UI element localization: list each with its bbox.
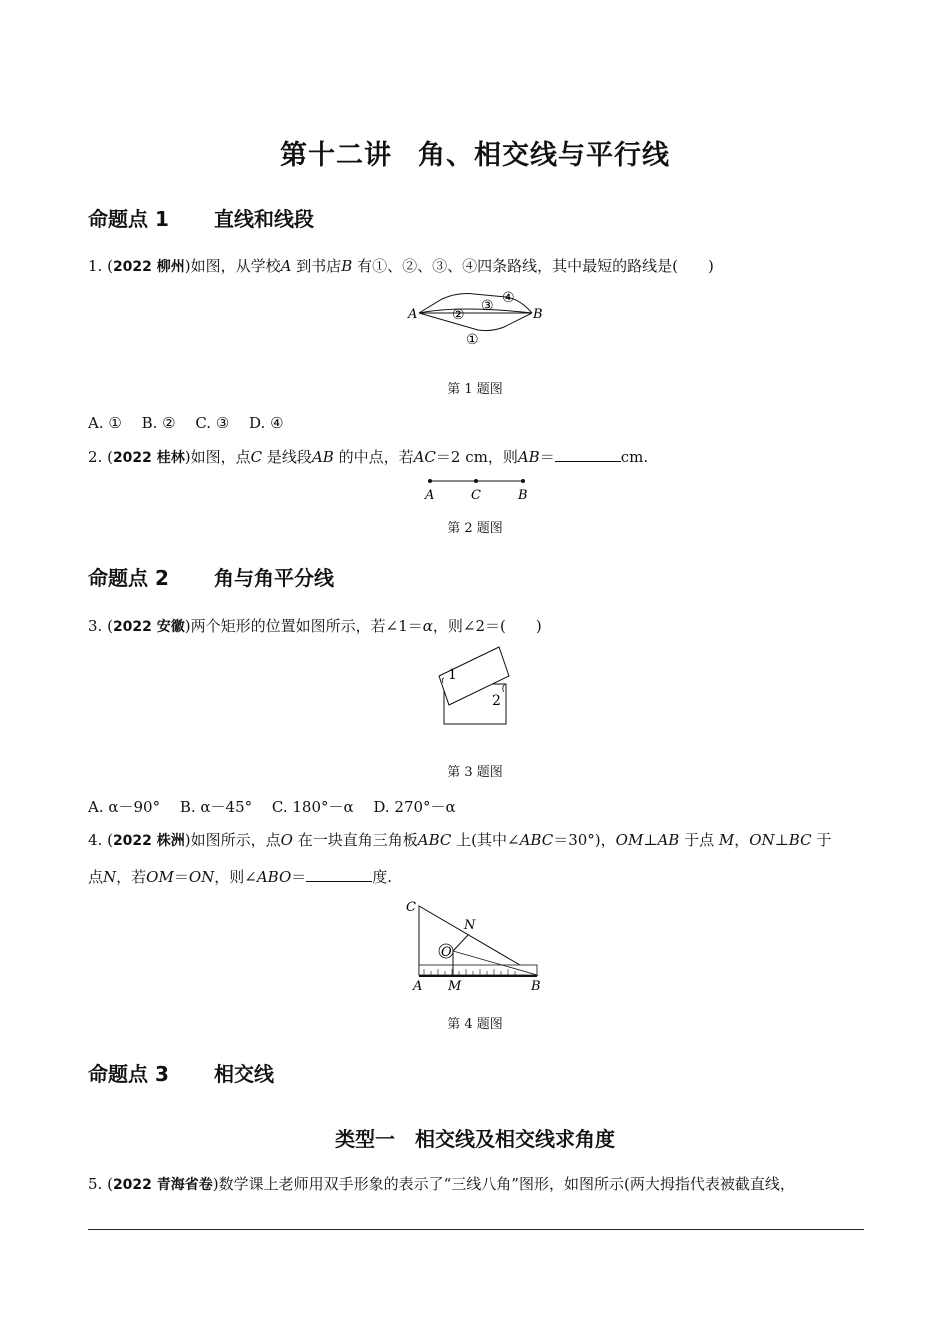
- figure-4-caption: 第 4 题图: [447, 1017, 503, 1032]
- question-source: 2022 柳州: [112, 259, 185, 275]
- figure-1-routes: [400, 283, 560, 353]
- segment-label: OM: [146, 868, 174, 886]
- angle-symbol: α: [422, 617, 433, 635]
- segment-label: AB: [657, 831, 680, 849]
- route-2-label: ②: [452, 307, 465, 323]
- question-text: ): [535, 617, 542, 635]
- figure-2-caption: 第 2 题图: [447, 521, 503, 536]
- point-m-label: M: [448, 979, 462, 994]
- question-source: 2022 青海省卷: [112, 1177, 213, 1193]
- question-text: 数学课上老师用双手形象的表示了“三线八角”图形，如图所示(两大拇指代表被截直线，: [218, 1175, 795, 1193]
- figure-2-segment: [420, 474, 540, 506]
- point-c-dot: [474, 479, 478, 483]
- figure-4-triangle: [400, 895, 550, 995]
- question-5: 5. (2022 青海省卷)数学课上老师用双手形象的表示了“三线八角”图形，如图所示(两大拇指代表被截直线，: [88, 1175, 795, 1193]
- figure-3-rectangles: [430, 643, 520, 728]
- angle-2-label: 2: [492, 693, 501, 709]
- page-footer-rule: [88, 1229, 864, 1230]
- question-text: 两个矩形的位置如图所示，若∠1＝: [190, 617, 423, 635]
- question-text: 如图，从学校: [190, 257, 281, 275]
- section-name: 角与角平分线: [214, 566, 334, 590]
- question-text: 如图所示，点: [190, 831, 281, 849]
- question-text: 到书店: [296, 257, 342, 275]
- angle-label: ABO: [256, 868, 292, 886]
- section-heading-3: [88, 1058, 274, 1087]
- angle-2-arc: [503, 684, 505, 692]
- question-text: ，若: [116, 868, 147, 886]
- question-text: cm.: [620, 448, 649, 466]
- point-label: C: [250, 448, 263, 466]
- question-text: 是线段: [266, 448, 312, 466]
- question-text: 如图，点: [190, 448, 251, 466]
- point-b-label: B: [531, 979, 541, 994]
- question-text: 在一块直角三角板: [297, 831, 418, 849]
- point-a-label: A: [425, 488, 435, 503]
- question-text: 的中点，若: [338, 448, 414, 466]
- question-1: 1. (2022 柳州)如图，从学校A 到书店B 有①、②、③、④四条路线，其中最短的路线是( ): [88, 257, 714, 275]
- point-label: M: [718, 831, 735, 849]
- question-number: 1.: [88, 257, 103, 275]
- question-3-options: A. α－90° B. α－45° C. 180°－α D. 270°－α: [88, 798, 456, 816]
- question-text: ＝2 cm，则: [435, 448, 518, 466]
- question-4-line-2: [88, 859, 864, 895]
- point-o-label: O: [441, 945, 452, 960]
- point-n-label: N: [464, 918, 476, 933]
- question-text: 上(其中∠: [456, 831, 520, 849]
- route-4-label: ④: [502, 290, 515, 306]
- point-b-dot: [521, 479, 525, 483]
- question-text: 于点: [684, 831, 715, 849]
- point-a-label: A: [408, 307, 418, 322]
- route-1-label: ①: [466, 332, 479, 348]
- segment-label: ON: [188, 868, 215, 886]
- question-3: 3. (2022 安徽)两个矩形的位置如图所示，若∠1＝α，则∠2＝( ): [88, 617, 542, 635]
- question-text: ⊥: [643, 831, 658, 849]
- question-number: 3.: [88, 617, 103, 635]
- question-text: ，则∠: [214, 868, 257, 886]
- question-text: ⊥: [774, 831, 789, 849]
- question-text: ＝: [173, 868, 189, 886]
- question-number: 2.: [88, 448, 103, 466]
- question-text: ，: [734, 831, 750, 849]
- point-b-label: B: [518, 488, 528, 503]
- question-text: 有①、②、③、④四条路线，其中最短的路线是(: [357, 257, 678, 275]
- triangle-label: ABC: [417, 831, 452, 849]
- page-title: [0, 133, 950, 172]
- segment-label: ON: [749, 831, 775, 849]
- route-1-line: [419, 313, 532, 331]
- question-source: 2022 株洲: [112, 833, 185, 849]
- section-name: 直线和线段: [214, 207, 314, 231]
- point-a-label: A: [413, 979, 423, 994]
- answer-blank[interactable]: [555, 447, 621, 462]
- point-a-dot: [428, 479, 432, 483]
- segment-on: [453, 935, 468, 951]
- subsection-title: 类型一 相交线及相交线求角度: [335, 1127, 615, 1151]
- section-number: 命题点 2: [88, 566, 169, 590]
- segment-label: AB: [311, 448, 334, 466]
- question-text: ＝30°)，: [553, 831, 616, 849]
- segment-label: BC: [788, 831, 812, 849]
- question-text: 于: [816, 831, 832, 849]
- segment-label: OM: [615, 831, 644, 849]
- point-b-label: B: [533, 307, 543, 322]
- point-c-label: C: [471, 488, 481, 503]
- route-3-label: ③: [481, 298, 494, 314]
- angle-1-label: 1: [448, 667, 457, 683]
- page-title-topic: 角、相交线与平行线: [418, 140, 670, 171]
- section-number: 命题点 1: [88, 207, 169, 231]
- question-text: 点: [88, 868, 104, 886]
- route-4-line: [419, 309, 532, 313]
- point-label: O: [280, 831, 293, 849]
- angle-label: ABC: [519, 831, 554, 849]
- question-source: 2022 安徽: [112, 619, 185, 635]
- point-label: N: [103, 868, 117, 886]
- question-source: 2022 桂林: [112, 450, 185, 466]
- section-name: 相交线: [214, 1062, 274, 1086]
- section-heading-2: [88, 562, 334, 591]
- question-number: 5.: [88, 1175, 103, 1193]
- question-text: ＝: [291, 868, 307, 886]
- figure-3-caption: 第 3 题图: [447, 765, 503, 780]
- question-text: ＝: [539, 448, 555, 466]
- point-label: A: [280, 257, 292, 275]
- question-4-line-1: 4. (2022 株洲)如图所示，点O 在一块直角三角板ABC 上(其中∠ABC＝30°)，OM⊥AB 于点 M，ON⊥BC 于: [88, 831, 832, 849]
- question-text: 度.: [372, 868, 393, 886]
- page-title-lecture: 第十二讲: [280, 140, 392, 171]
- point-c-label: C: [406, 900, 416, 915]
- question-number: 4.: [88, 831, 103, 849]
- answer-blank[interactable]: [306, 867, 372, 882]
- figure-1-caption: 第 1 题图: [447, 382, 503, 397]
- point-label: B: [341, 257, 353, 275]
- section-number: 命题点 3: [88, 1062, 169, 1086]
- question-2: 2. (2022 桂林)如图，点C 是线段AB 的中点，若AC＝2 cm，则AB＝ cm.: [88, 448, 649, 466]
- section-heading-1: [88, 203, 314, 232]
- segment-label: AC: [413, 448, 436, 466]
- question-text: ): [707, 257, 714, 275]
- question-text: ，则∠2＝(: [432, 617, 506, 635]
- question-1-options: A. ① B. ② C. ③ D. ④: [88, 414, 284, 432]
- segment-label: AB: [517, 448, 540, 466]
